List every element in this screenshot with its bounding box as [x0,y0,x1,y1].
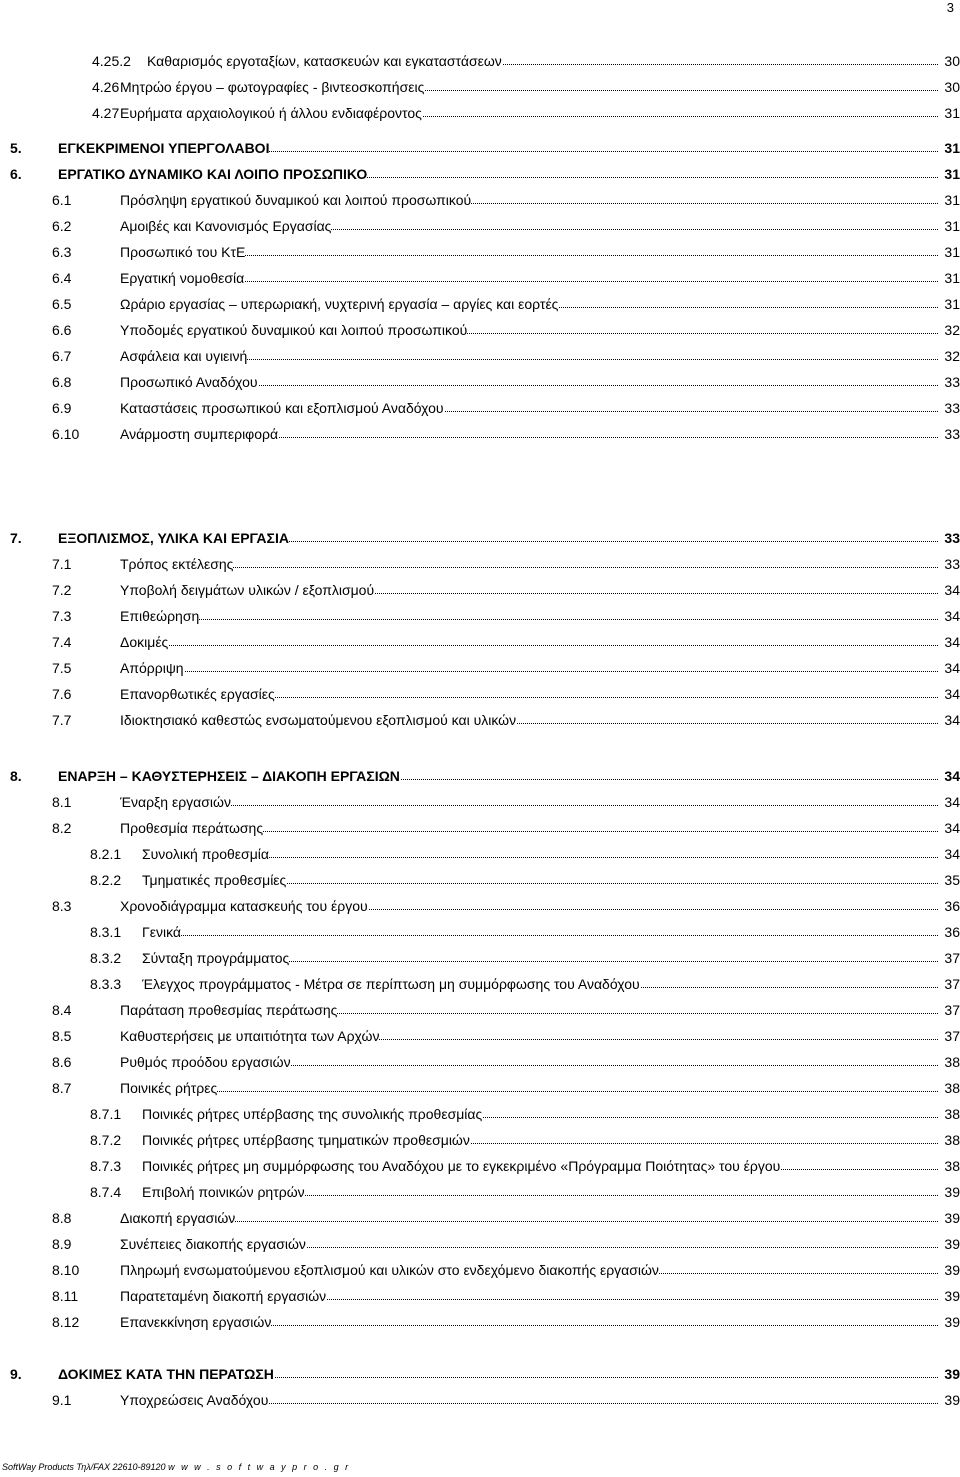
toc-entry-title: ΔΟΚΙΜΕΣ ΚΑΤΑ ΤΗΝ ΠΕΡΑΤΩΣΗ [58,1366,274,1382]
toc-entry-page: 34 [944,846,960,862]
toc-entry-page: 31 [944,270,960,286]
toc-leader-dots [120,1221,938,1222]
toc-entry[interactable] [0,294,960,314]
toc-entry-number: 8.3.3 [90,976,122,992]
toc-entry-number: 6.3 [52,244,72,260]
toc-leader-dots [120,805,938,806]
toc-entry-number: 8.7.2 [90,1132,122,1148]
toc-entry-page: 32 [944,348,960,364]
toc-entry-title: Ευρήματα αρχαιολογικού ή άλλου ενδιαφέροντος [120,105,422,121]
toc-entry[interactable] [0,138,960,158]
toc-entry-title: Πρόσληψη εργατικού δυναμικού και λοιπού προσωπικού [120,192,472,208]
toc-entry-title: Διακοπή εργασιών [120,1210,236,1226]
toc-entry-title: Χρονοδιάγραμμα κατασκευής του έργου [120,898,368,914]
toc-entry-number: 7. [10,530,22,546]
toc-entry-title: Συνολική προθεσμία [142,846,269,862]
toc-entry-page: 34 [944,608,960,624]
toc-entry-page: 37 [944,950,960,966]
toc-entry-page: 38 [944,1132,960,1148]
toc-entry-title: Μητρώο έργου – φωτογραφίες - βιντεοσκοπήσεις [120,79,425,95]
toc-entry[interactable] [0,372,960,392]
toc-leader-dots [120,645,938,646]
toc-entry-number: 8.12 [52,1314,80,1330]
toc-entry-title: Συνέπειες διακοπής εργασιών [120,1236,306,1252]
toc-entry-title: Τμηματικές προθεσμίες [142,872,287,888]
toc-entry-title: Έλεγχος προγράμματος - Μέτρα σε περίπτωση μη συμμόρφωσης του Αναδόχου [142,976,640,992]
toc-entry-number: 4.25.2 [92,53,131,69]
toc-entry[interactable] [0,1286,960,1306]
toc-entry-number: 8.6 [52,1054,72,1070]
toc-entry-number: 8.11 [52,1288,79,1304]
toc-entry-page: 39 [944,1262,960,1278]
toc-entry-title: ΕΞΟΠΛΙΣΜΟΣ, ΥΛΙΚΑ ΚΑΙ ΕΡΓΑΣΙΑ [58,530,289,546]
toc-entry-title: Καθυστερήσεις με υπαιτιότητα των Αρχών [120,1028,380,1044]
toc-entry-page: 39 [944,1210,960,1226]
toc-entry-page: 31 [944,244,960,260]
toc-entry-title: Ποινικές ρήτρες υπέρβασης της συνολικής προθεσμίας [142,1106,483,1122]
toc-entry-title: Ποινικές ρήτρες υπέρβασης τμηματικών προθεσμιών [142,1132,470,1148]
toc-entry[interactable] [0,580,960,600]
toc-entry[interactable] [0,1078,960,1098]
toc-entry-number: 8.7.1 [90,1106,122,1122]
toc-entry-title: Δοκιμές [120,634,169,650]
toc-entry-page: 31 [944,192,960,208]
toc-entry-page: 38 [944,1054,960,1070]
toc-entry-number: 6.9 [52,400,72,416]
toc-leader-dots [120,619,938,620]
toc-entry-number: 8.3.1 [90,924,122,940]
toc-entry-page: 33 [944,426,960,442]
toc-entry-page: 34 [944,634,960,650]
toc-entry[interactable] [0,320,960,340]
toc-entry[interactable] [0,792,960,812]
toc-entry-number: 6.5 [52,296,72,312]
toc-entry-page: 34 [944,660,960,676]
toc-entry-page: 34 [944,686,960,702]
toc-entry[interactable] [0,268,960,288]
toc-entry-title: ΕΓΚΕΚΡΙΜΕΝΟΙ ΥΠΕΡΓΟΛΑΒΟΙ [58,140,270,156]
toc-entry-number: 6.1 [52,192,72,208]
toc-entry[interactable] [0,1260,960,1280]
toc-entry[interactable] [0,1390,960,1410]
toc-entry[interactable] [0,1312,960,1332]
toc-entry-title: Παρατεταμένη διακοπή εργασιών [120,1288,327,1304]
toc-entry-number: 8.1 [52,794,72,810]
toc-entry-page: 34 [944,582,960,598]
toc-entry-title: Προσωπικό Αναδόχου [120,374,258,390]
toc-entry-page: 32 [944,322,960,338]
toc-entry-page: 38 [944,1158,960,1174]
toc-entry[interactable] [0,1026,960,1046]
toc-entry-page: 34 [944,794,960,810]
toc-entry-number: 4.26 [92,79,120,95]
toc-entry[interactable] [0,216,960,236]
toc-entry-number: 8.4 [52,1002,72,1018]
toc-entry-number: 7.5 [52,660,72,676]
toc-entry-number: 6.10 [52,426,80,442]
toc-entry[interactable] [0,658,960,678]
toc-entry-title: ΕΡΓΑΤΙΚΟ ΔΥΝΑΜΙΚΟ ΚΑΙ ΛΟΙΠΟ ΠΡΟΣΩΠΙΚΟ [58,166,368,182]
toc-leader-dots [120,671,938,672]
toc-entry-number: 8.2 [52,820,72,836]
toc-entry-page: 39 [944,1366,960,1382]
toc-entry-page: 30 [944,53,960,69]
toc-entry-title: Ωράριο εργασίας – υπερωριακή, νυχτερινή εργασία – αργίες και εορτές [120,296,559,312]
toc-entry[interactable] [0,398,960,418]
toc-entry-page: 31 [944,218,960,234]
toc-entry-title: Παράταση προθεσμίας περάτωσης [120,1002,338,1018]
toc-entry-page: 34 [944,820,960,836]
toc-entry[interactable] [0,554,960,574]
toc-entry-title: Απόρριψη [120,660,184,676]
toc-entry[interactable] [0,870,960,890]
toc-entry-page: 39 [944,1184,960,1200]
footer-company: SoftWay Products [2,1462,74,1472]
toc-entry-page: 39 [944,1288,960,1304]
toc-entry-number: 8.7.3 [90,1158,122,1174]
toc-entry-page: 35 [944,872,960,888]
toc-entry-number: 8.5 [52,1028,72,1044]
toc-entry-title: Ποινικές ρήτρες μη συμμόρφωσης του Αναδόχου με το εγκεκριμένο «Πρόγραμμα Ποιότητας» του έργου [142,1158,781,1174]
toc-entry-page: 33 [944,400,960,416]
toc-entry-number: 8.7 [52,1080,72,1096]
toc-entry[interactable] [0,1052,960,1072]
toc-entry[interactable] [0,190,960,210]
toc-entry-number: 6.4 [52,270,72,286]
toc-entry[interactable] [0,1234,960,1254]
toc-entry-number: 8.8 [52,1210,72,1226]
toc-entry-number: 4.27 [92,105,120,121]
toc-entry-title: Επανεκκίνηση εργασιών [120,1314,272,1330]
toc-entry-title: Υποχρεώσεις Αναδόχου [120,1392,269,1408]
toc-entry-number: 7.6 [52,686,72,702]
toc-entry-page: 31 [944,140,960,156]
toc-entry-title: Υποβολή δειγμάτων υλικών / εξοπλισμού [120,582,375,598]
toc-entry-title: Αμοιβές και Κανονισμός Εργασίας [120,218,332,234]
toc-entry[interactable] [0,606,960,626]
footer [2,1462,350,1472]
toc-entry-title: Γενικά [142,924,181,940]
toc-entry-title: Επανορθωτικές εργασίες [120,686,275,702]
toc-entry-number: 8.9 [52,1236,72,1252]
toc-entry-number: 5. [10,140,22,156]
toc-entry-page: 31 [944,166,960,182]
toc-entry[interactable] [0,1000,960,1020]
toc-entry[interactable] [0,424,960,444]
toc-entry-title: Έναρξη εργασιών [120,794,231,810]
toc-entry[interactable] [0,1104,960,1124]
toc-entry-page: 36 [944,924,960,940]
toc-entry-page: 34 [944,712,960,728]
toc-entry-page: 34 [944,768,960,784]
toc-entry[interactable] [0,346,960,366]
toc-entry[interactable] [0,1130,960,1150]
toc-entry-number: 8. [10,768,22,784]
toc-entry-title: Καθαρισμός εργοταξίων, κατασκευών και εγκαταστάσεων [147,53,502,69]
toc-entry[interactable] [0,766,960,786]
toc-entry-number: 8.2.1 [90,846,122,862]
toc-entry-number: 9.1 [52,1392,72,1408]
toc-entry-number: 6.6 [52,322,72,338]
toc-entry-title: Υποδομές εργατικού δυναμικού και λοιπού προσωπικού [120,322,468,338]
toc-entry-title: Τρόπος εκτέλεσης [120,556,234,572]
toc-entry[interactable] [0,1208,960,1228]
toc-entry-page: 39 [944,1392,960,1408]
page-number: 3 [946,0,954,15]
toc-entry[interactable] [0,164,960,184]
toc-entry-title: Σύνταξη προγράμματος [142,950,290,966]
toc-entry[interactable] [0,103,960,123]
toc-entry[interactable] [0,1182,960,1202]
toc-entry-page: 36 [944,898,960,914]
footer-website: w w w . s o f t w a y p r o . g r [168,1462,351,1472]
toc-entry[interactable] [0,974,960,994]
toc-entry-number: 6. [10,166,22,182]
toc-entry[interactable] [0,710,960,730]
toc-entry[interactable] [0,632,960,652]
toc-entry-number: 6.2 [52,218,72,234]
toc-entry-number: 8.3.2 [90,950,122,966]
toc-entry-number: 7.2 [52,582,72,598]
toc-entry-title: Εργατική νομοθεσία [120,270,245,286]
toc-entry-title: Επιθεώρηση [120,608,200,624]
toc-entry-page: 33 [944,530,960,546]
toc-entry[interactable] [0,818,960,838]
toc-entry-title: Ασφάλεια και υγιεινή [120,348,248,364]
toc-entry-number: 8.10 [52,1262,80,1278]
toc-entry-number: 8.7.4 [90,1184,122,1200]
toc-entry[interactable] [0,1156,960,1176]
toc-entry[interactable] [0,242,960,262]
toc-entry-title: Ποινικές ρήτρες [120,1080,218,1096]
toc-leader-dots [142,935,938,936]
toc-entry[interactable] [0,948,960,968]
toc-entry-page: 37 [944,976,960,992]
toc-entry-title: Ανάρμοστη συμπεριφορά [120,426,279,442]
toc-entry-page: 33 [944,374,960,390]
toc-entry-page: 38 [944,1106,960,1122]
toc-entry[interactable] [0,844,960,864]
toc-entry[interactable] [0,528,960,548]
toc-entry-number: 6.8 [52,374,72,390]
toc-entry-number: 9. [10,1366,22,1382]
toc-entry-page: 30 [944,79,960,95]
toc-entry-page: 38 [944,1080,960,1096]
toc-entry-number: 7.1 [52,556,72,572]
toc-entry-page: 37 [944,1002,960,1018]
toc-entry-title: Ιδιοκτησιακό καθεστώς ενσωματούμενου εξοπλισμού και υλικών [120,712,517,728]
toc-entry-page: 39 [944,1314,960,1330]
toc-entry-title: ΕΝΑΡΞΗ – ΚΑΘΥΣΤΕΡΗΣΕΙΣ – ΔΙΑΚΟΠΗ ΕΡΓΑΣΙΩΝ [58,768,400,784]
toc-entry-page: 31 [944,296,960,312]
toc-entry-number: 8.3 [52,898,72,914]
toc-entry-title: Προθεσμία περάτωσης [120,820,264,836]
footer-phone: Τηλ/FAX 22610-89120 [76,1462,166,1472]
toc-entry-page: 39 [944,1236,960,1252]
toc-entry[interactable] [0,51,960,71]
toc-entry-page: 37 [944,1028,960,1044]
toc-entry[interactable] [0,1364,960,1384]
toc-entry-page: 33 [944,556,960,572]
toc-entry[interactable] [0,77,960,97]
toc-entry[interactable] [0,922,960,942]
toc-entry[interactable] [0,684,960,704]
toc-entry-number: 7.3 [52,608,72,624]
toc-entry-number: 6.7 [52,348,72,364]
toc-entry-number: 8.2.2 [90,872,122,888]
toc-entry-title: Πληρωμή ενσωματούμενου εξοπλισμού και υλικών στο ενδεχόμενο διακοπής εργασιών [120,1262,659,1278]
toc-entry-number: 7.7 [52,712,72,728]
toc-entry-page: 31 [944,105,960,121]
toc-leader-dots [120,1091,938,1092]
toc-entry-title: Καταστάσεις προσωπικού και εξοπλισμού Αναδόχου [120,400,444,416]
toc-entry-title: Ρυθμός προόδου εργασιών [120,1054,291,1070]
toc-leader-dots [120,567,938,568]
toc-entry-number: 7.4 [52,634,72,650]
toc-entry-title: Προσωπικό του ΚτΕ [120,244,246,260]
toc-entry[interactable] [0,896,960,916]
toc-entry-title: Επιβολή ποινικών ρητρών [142,1184,305,1200]
